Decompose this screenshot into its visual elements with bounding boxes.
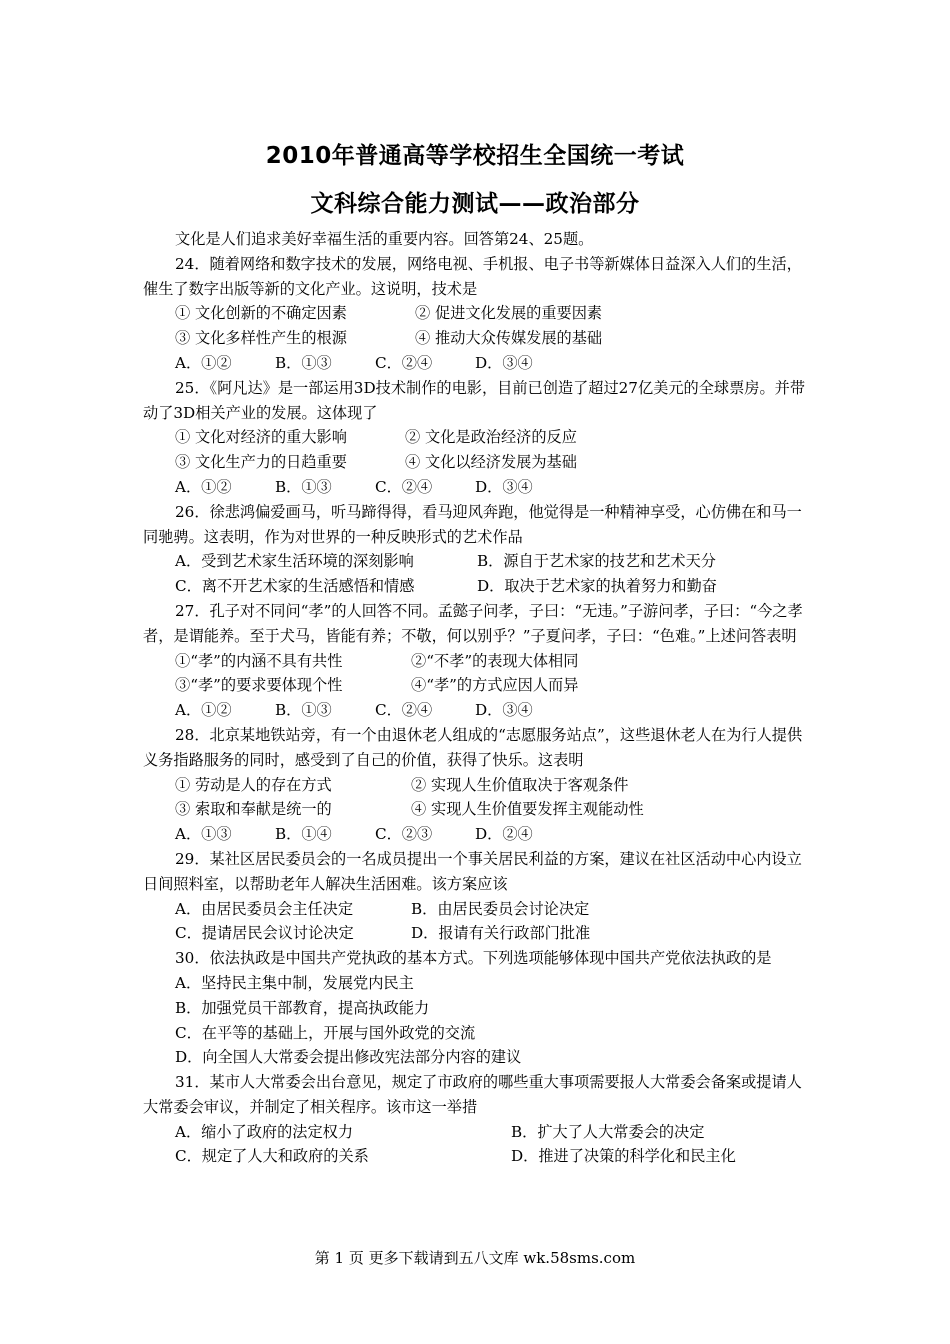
option-item: ③ 索取和奉献是统一的 [175, 800, 332, 819]
answer-choice: A．受到艺术家生活环境的深刻影响 [175, 552, 414, 571]
question-30-answer [143, 1021, 811, 1046]
question-24-stem: 24．随着网络和数字技术的发展，网络电视、手机报、电子书等新媒体日益深入人们的生活，催生了数字出版等新的文化产业。这说明，技术是 [143, 254, 802, 298]
question-30-answer [143, 1045, 811, 1070]
option-item: ④ 推动大众传媒发展的基础 [415, 329, 603, 348]
answer-choice: C．离不开艺术家的生活感悟和情感 [175, 577, 415, 596]
answer-choice: B．①③ [275, 353, 332, 372]
answer-choice: C．②④ [375, 353, 433, 372]
answer-choice: C．②④ [375, 701, 433, 720]
answer-choice: B．由居民委员会讨论决定 [411, 899, 590, 918]
option-item: ③ 文化生产力的日趋重要 [175, 453, 347, 472]
question-26-answers [143, 574, 811, 599]
answer-choice: B．加强党员干部教育，提高执政能力 [175, 998, 430, 1017]
option-item: ① 文化创新的不确定因素 [175, 304, 347, 323]
answer-choice: C．规定了人大和政府的关系 [175, 1147, 369, 1166]
answer-choice: D．③④ [475, 477, 533, 496]
page-footer: 第 1 页 更多下载请到五八文库 wk.58sms.com [314, 1249, 636, 1267]
question-25-answers [143, 475, 811, 500]
answer-choice: A．①③ [175, 825, 232, 844]
exam-subtitle: 文科综合能力测试——政治部分 [310, 191, 640, 217]
question-27-items [143, 673, 811, 698]
question-29-answers [143, 897, 811, 922]
answer-choice: C．②③ [375, 825, 433, 844]
answer-choice: B．扩大了人大常委会的决定 [511, 1122, 705, 1141]
option-item: ④ 实现人生价值要发挥主观能动性 [411, 800, 644, 819]
option-item: ②“不孝”的表现大体相同 [411, 651, 579, 670]
question-28-answers [143, 822, 811, 847]
question-25-items [143, 450, 811, 475]
question-28-items [143, 797, 811, 822]
question-27-stem: 27．孔子对不同问“孝”的人回答不同。孟懿子问孝，子曰：“无违。”子游问孝，子曰：“今之孝者，是谓能养。至于犬马，皆能有养；不敬，何以别乎？”子夏问孝，子曰：“色难。”上述问答表明 [143, 601, 803, 645]
answer-choice: D．向全国人大常委会提出修改宪法部分内容的建议 [175, 1048, 522, 1067]
answer-choice: B．源自于艺术家的技艺和艺术天分 [477, 552, 716, 571]
option-item: ④ 文化以经济发展为基础 [405, 453, 577, 472]
answer-choice: A．①② [175, 353, 232, 372]
option-item: ① 劳动是人的存在方式 [175, 775, 332, 794]
answer-choice: A．①② [175, 701, 232, 720]
answer-choice: D．报请有关行政部门批准 [411, 924, 591, 943]
question-24-answers [143, 351, 811, 376]
answer-choice: B．①③ [275, 701, 332, 720]
answer-choice: A．①② [175, 477, 232, 496]
answer-choice: B．①④ [275, 825, 332, 844]
answer-choice: C．②④ [375, 477, 433, 496]
option-item: ①“孝”的内涵不具有共性 [175, 651, 343, 670]
answer-choice: C．在平等的基础上，开展与国外政党的交流 [175, 1023, 476, 1042]
answer-choice: A．坚持民主集中制，发展党内民主 [175, 973, 414, 992]
question-27-items [143, 649, 811, 674]
question-27-answers [143, 698, 811, 723]
answer-choice: D．③④ [475, 701, 533, 720]
question-26-stem: 26．徐悲鸿偏爱画马，听马蹄得得，看马迎风奔跑，他觉得是一种精神享受，心仿佛在和马一同驰骋。这表明，作为对世界的一种反映形式的艺术作品 [143, 502, 802, 546]
question-28-stem: 28．北京某地铁站旁，有一个由退休老人组成的“志愿服务站点”，这些退休老人在为行人提供义务指路服务的同时，感受到了自己的价值，获得了快乐。这表明 [143, 725, 803, 769]
question-30-answer [143, 971, 811, 996]
question-24-items [143, 301, 811, 326]
option-item: ③ 文化多样性产生的根源 [175, 329, 347, 348]
answer-choice: D．取决于艺术家的执着努力和勤奋 [477, 577, 717, 596]
option-item: ① 文化对经济的重大影响 [175, 428, 347, 447]
question-29-stem: 29．某社区居民委员会的一名成员提出一个事关居民利益的方案，建议在社区活动中心内设立日间照料室，以帮助老年人解决生活困难。该方案应该 [143, 849, 802, 893]
question-25-items [143, 425, 811, 450]
question-content [143, 227, 811, 1169]
intro-text: 文化是人们追求美好幸福生活的重要内容。回答第24、25题。 [175, 230, 594, 248]
option-item: ② 促进文化发展的重要因素 [415, 304, 603, 323]
option-item: ④“孝”的方式应因人而异 [411, 676, 579, 695]
question-30-stem: 30．依法执政是中国共产党执政的基本方式。下列选项能够体现中国共产党依法执政的是 [175, 949, 772, 968]
question-25-stem: 25．《阿凡达》是一部运用3D技术制作的电影，目前已创造了超过27亿美元的全球票房。并带动了3D相关产业的发展。这体现了 [143, 378, 806, 422]
answer-choice: D．推进了决策的科学化和民主化 [511, 1147, 736, 1166]
question-29-answers [143, 921, 811, 946]
question-31-answers [143, 1144, 811, 1169]
answer-choice: D．③④ [475, 353, 533, 372]
question-26-answers [143, 549, 811, 574]
option-item: ③“孝”的要求要体现个性 [175, 676, 343, 695]
answer-choice: A．由居民委员会主任决定 [175, 899, 354, 918]
question-28-items [143, 773, 811, 798]
answer-choice: C．提请居民会议讨论决定 [175, 924, 354, 943]
answer-choice: D．②④ [475, 825, 533, 844]
question-24-items [143, 326, 811, 351]
answer-choice: B．①③ [275, 477, 332, 496]
question-30-answer [143, 996, 811, 1021]
option-item: ② 文化是政治经济的反应 [405, 428, 577, 447]
exam-title: 2010年普通高等学校招生全国统一考试 [265, 143, 685, 169]
option-item: ② 实现人生价值取决于客观条件 [411, 775, 629, 794]
question-31-answers [143, 1120, 811, 1145]
question-31-stem: 31．某市人大常委会出台意见，规定了市政府的哪些重大事项需要报人大常委会备案或提请人大常委会审议，并制定了相关程序。该市这一举措 [143, 1073, 802, 1116]
answer-choice: A．缩小了政府的法定权力 [175, 1122, 354, 1141]
